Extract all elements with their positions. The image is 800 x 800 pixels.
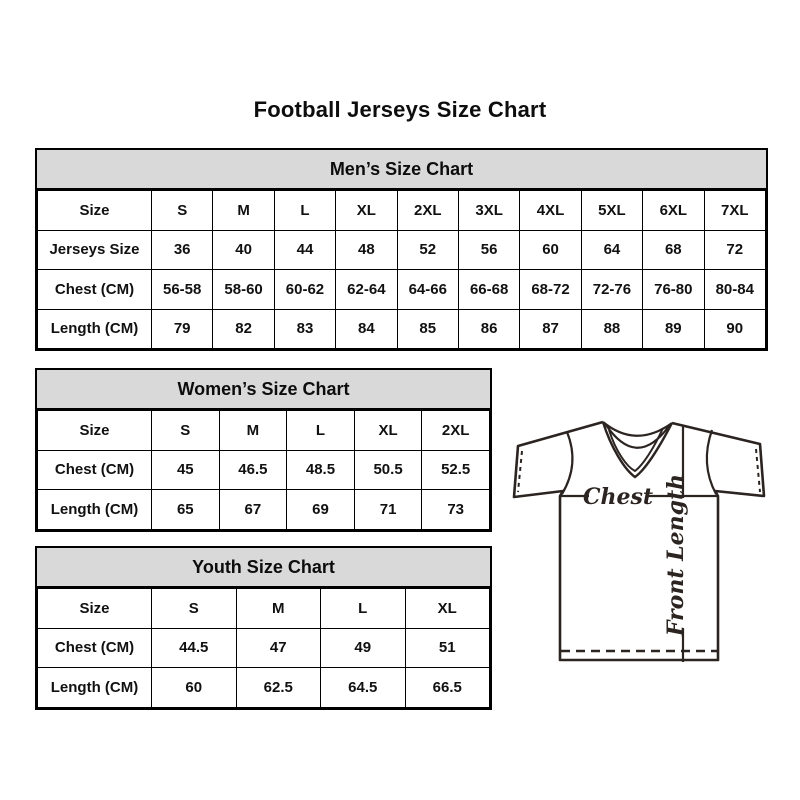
table-cell: 87	[520, 309, 581, 349]
table-row	[38, 628, 490, 668]
table-cell: 45	[152, 450, 220, 490]
table-cell: 48	[336, 230, 397, 270]
table-cell: 73	[422, 490, 490, 530]
table-cell: 47	[236, 628, 321, 668]
table-header-cell: S	[152, 589, 237, 629]
table-cell: 76-80	[643, 270, 704, 310]
table-cell: 52	[397, 230, 458, 270]
table-row	[38, 270, 766, 310]
table-cell: 48.5	[287, 450, 355, 490]
table-header-cell: 7XL	[704, 191, 765, 231]
table-cell: 50.5	[354, 450, 422, 490]
table-header-cell: Length (CM)	[38, 668, 152, 708]
table-cell: 44	[274, 230, 335, 270]
table-header-cell: Chest (CM)	[38, 450, 152, 490]
table-cell: 66-68	[458, 270, 519, 310]
table-cell: 49	[321, 628, 406, 668]
page-title: Football Jerseys Size Chart	[253, 97, 547, 122]
table-cell: 82	[213, 309, 274, 349]
table-header-cell: Length (CM)	[38, 490, 152, 530]
table-cell: 58-60	[213, 270, 274, 310]
table-row	[38, 450, 490, 490]
table-cell: 68-72	[520, 270, 581, 310]
table-cell: 86	[458, 309, 519, 349]
table-cell: 60-62	[274, 270, 335, 310]
jersey-measurement-diagram	[505, 400, 777, 668]
table-header-cell: Jerseys Size	[38, 230, 152, 270]
mens-size-table	[35, 148, 768, 351]
chest-label: Chest	[582, 484, 654, 510]
table-cell: 62.5	[236, 668, 321, 708]
table-cell: 66.5	[405, 668, 490, 708]
table-row	[38, 309, 766, 349]
table-row	[38, 589, 490, 629]
table-cell: 36	[152, 230, 213, 270]
table-header-cell: M	[219, 411, 287, 451]
table-row	[38, 230, 766, 270]
table-cell: 89	[643, 309, 704, 349]
table-cell: 46.5	[219, 450, 287, 490]
womens-size-table	[35, 368, 492, 532]
table-header-cell: Size	[38, 191, 152, 231]
table-cell: 83	[274, 309, 335, 349]
table-header-cell: S	[152, 191, 213, 231]
table-row	[38, 411, 490, 451]
table-row	[38, 191, 766, 231]
table-cell: 60	[520, 230, 581, 270]
table-header-cell: XL	[405, 589, 490, 629]
table-cell: 85	[397, 309, 458, 349]
table-header-cell: 5XL	[581, 191, 642, 231]
front-length-label: Front Length	[663, 473, 689, 637]
table-header-cell: M	[236, 589, 321, 629]
table-cell: 88	[581, 309, 642, 349]
table-cell: 56-58	[152, 270, 213, 310]
table-header-cell: S	[152, 411, 220, 451]
table-header-cell: 2XL	[422, 411, 490, 451]
table-cell: 40	[213, 230, 274, 270]
jersey-outline	[514, 422, 764, 660]
table-header-cell: XL	[336, 191, 397, 231]
table-header-cell: L	[287, 411, 355, 451]
table-cell: 65	[152, 490, 220, 530]
table-header-cell: Size	[38, 589, 152, 629]
table-cell: 90	[704, 309, 765, 349]
table-cell: 79	[152, 309, 213, 349]
youth-table-title: Youth Size Chart	[37, 548, 490, 588]
table-header-cell: Size	[38, 411, 152, 451]
table-header-cell: 3XL	[458, 191, 519, 231]
table-header-cell: M	[213, 191, 274, 231]
table-header-cell: Length (CM)	[38, 309, 152, 349]
table-cell: 71	[354, 490, 422, 530]
table-cell: 64-66	[397, 270, 458, 310]
womens-table-grid	[37, 410, 490, 530]
table-cell: 80-84	[704, 270, 765, 310]
mens-table-title: Men’s Size Chart	[37, 150, 766, 190]
table-header-cell: Chest (CM)	[38, 628, 152, 668]
mens-table-grid	[37, 190, 766, 349]
table-cell: 64.5	[321, 668, 406, 708]
table-cell: 44.5	[152, 628, 237, 668]
table-cell: 84	[336, 309, 397, 349]
table-header-cell: 6XL	[643, 191, 704, 231]
table-cell: 72-76	[581, 270, 642, 310]
table-cell: 62-64	[336, 270, 397, 310]
youth-table-grid	[37, 588, 490, 708]
table-cell: 68	[643, 230, 704, 270]
table-cell: 64	[581, 230, 642, 270]
womens-table-title: Women’s Size Chart	[37, 370, 490, 410]
table-header-cell: L	[274, 191, 335, 231]
table-cell: 51	[405, 628, 490, 668]
table-cell: 72	[704, 230, 765, 270]
table-cell: 60	[152, 668, 237, 708]
table-header-cell: 2XL	[397, 191, 458, 231]
table-cell: 56	[458, 230, 519, 270]
table-header-cell: Chest (CM)	[38, 270, 152, 310]
table-header-cell: XL	[354, 411, 422, 451]
table-cell: 69	[287, 490, 355, 530]
table-cell: 52.5	[422, 450, 490, 490]
table-row	[38, 668, 490, 708]
youth-size-table	[35, 546, 492, 710]
table-row	[38, 490, 490, 530]
table-header-cell: 4XL	[520, 191, 581, 231]
table-header-cell: L	[321, 589, 406, 629]
table-cell: 67	[219, 490, 287, 530]
